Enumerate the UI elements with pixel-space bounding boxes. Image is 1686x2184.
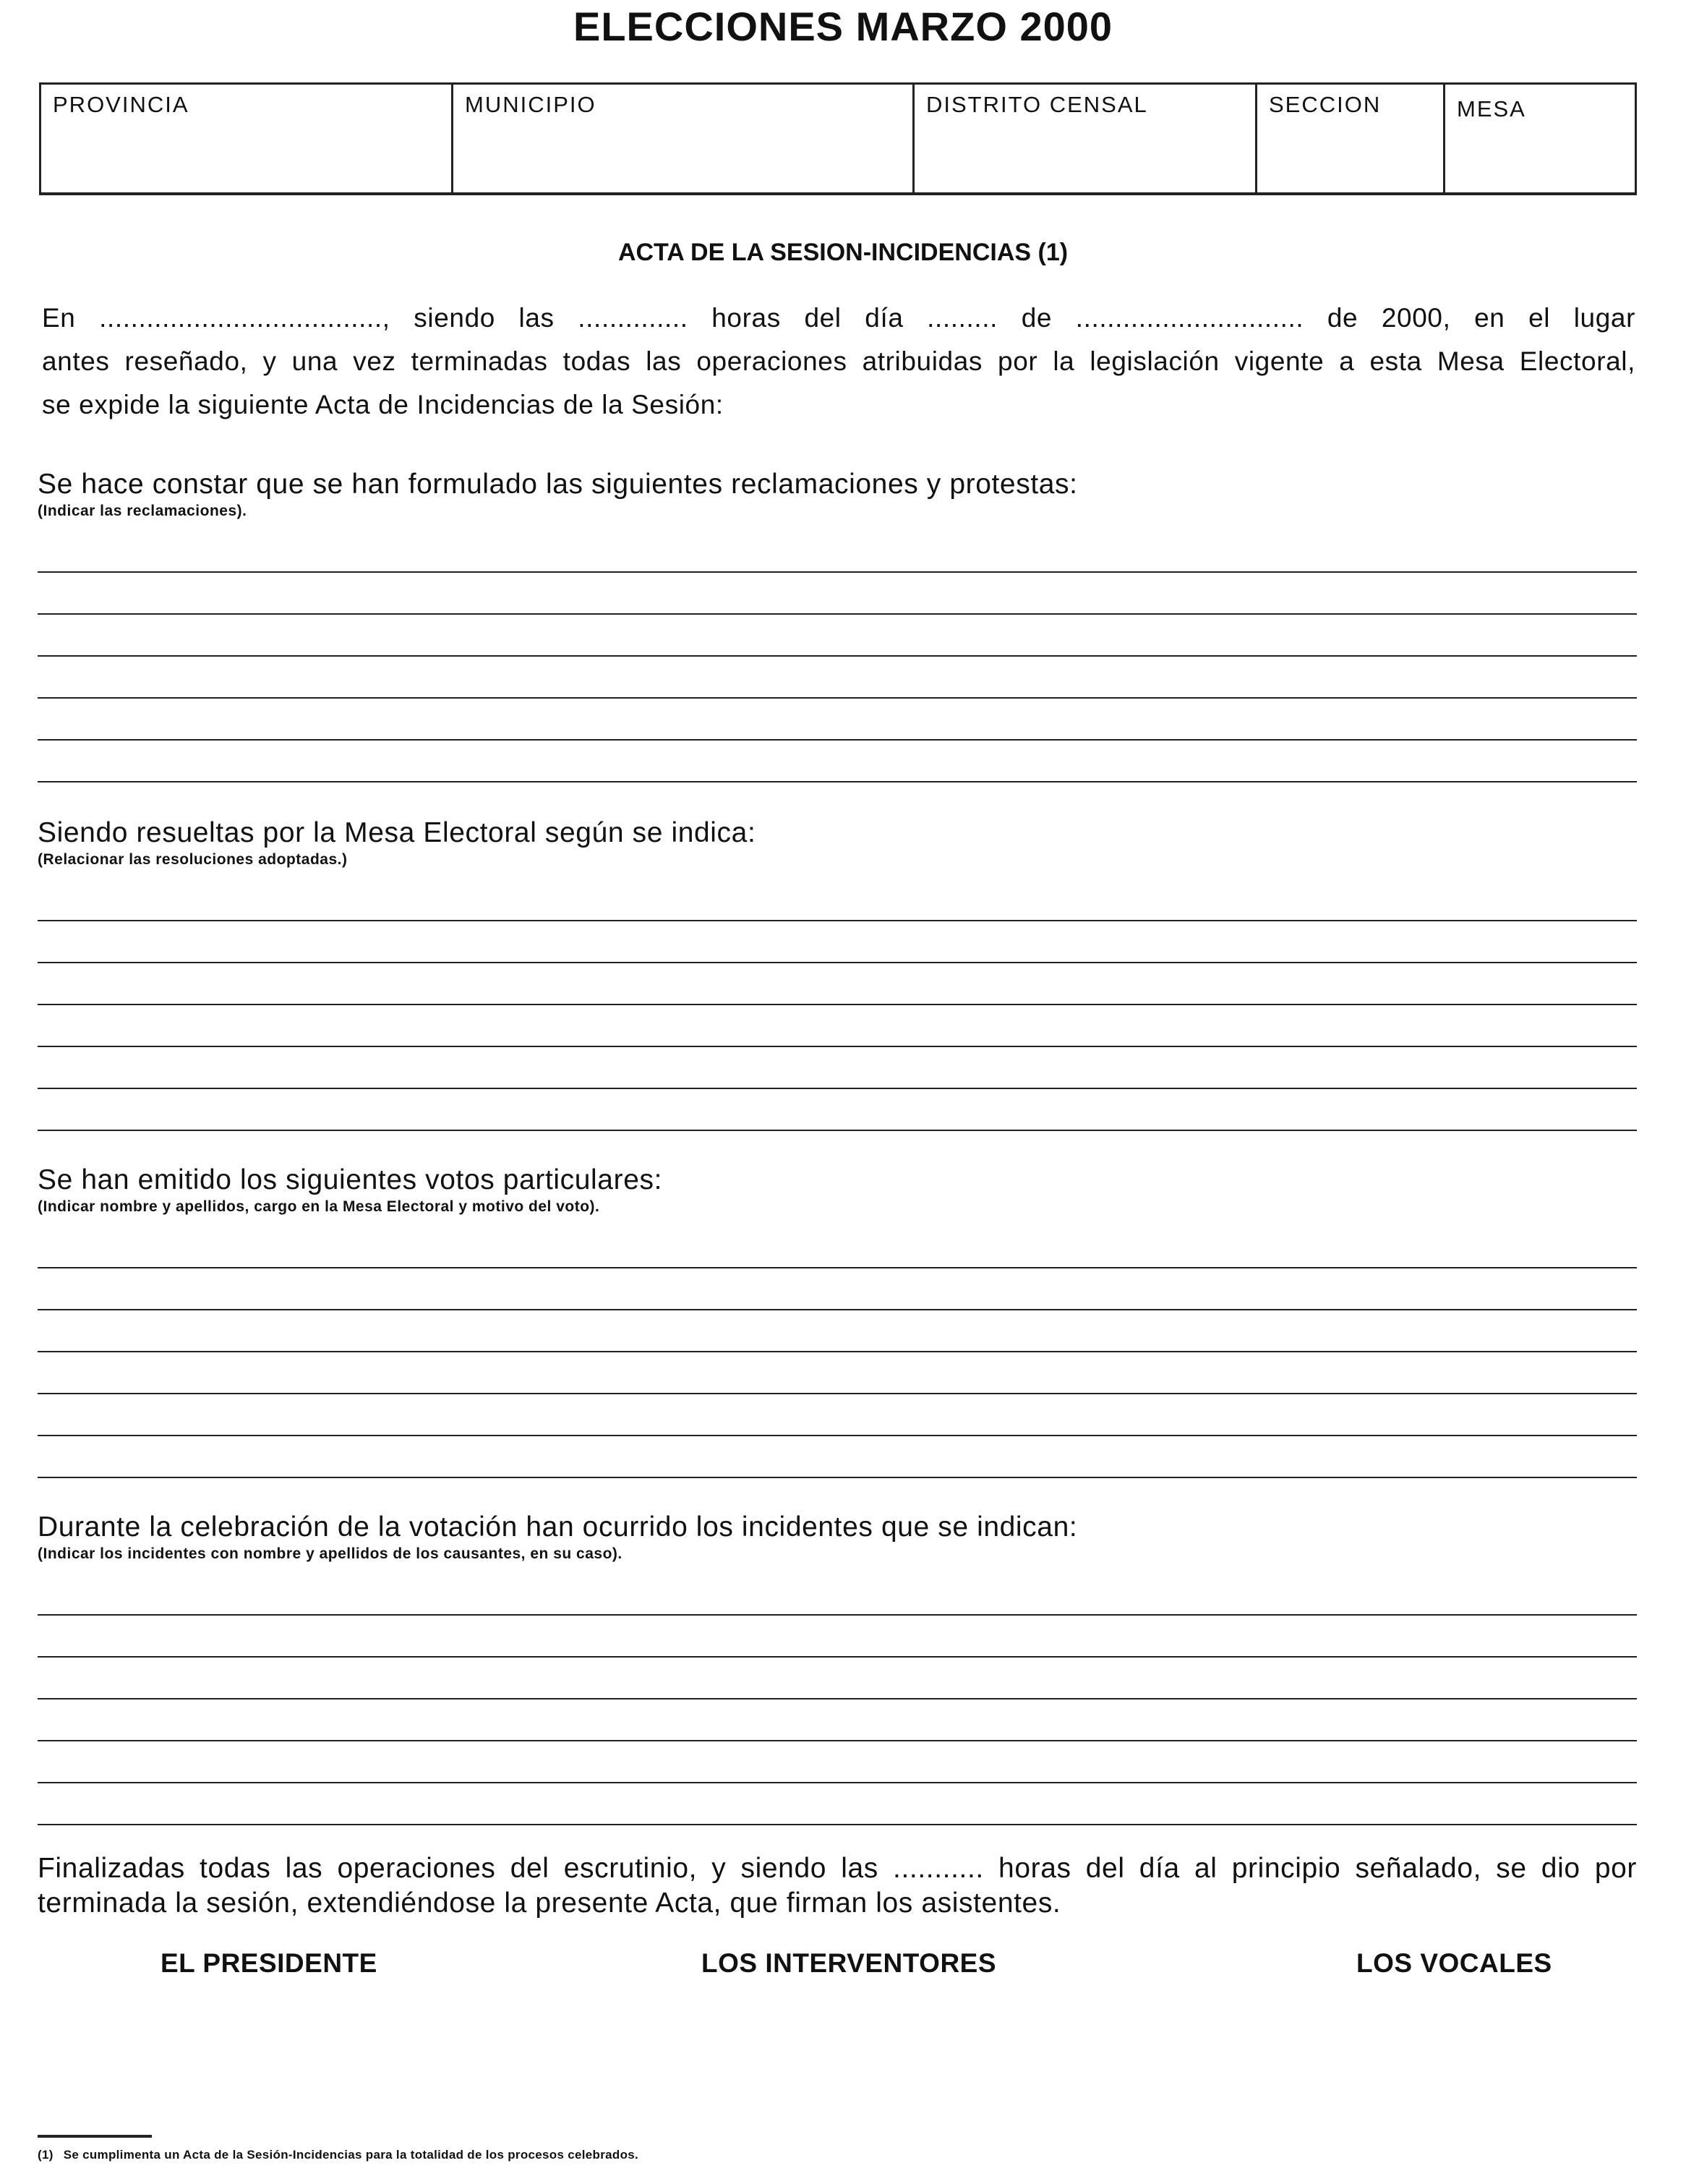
write-in-line[interactable] <box>38 1046 1637 1047</box>
footnote-number: (1) <box>38 2148 54 2162</box>
write-in-line[interactable] <box>38 1267 1637 1268</box>
mesa-label: MESA <box>1457 96 1526 121</box>
signer-president: EL PRESIDENTE <box>161 1948 377 1978</box>
write-in-line[interactable] <box>38 1435 1637 1436</box>
header-fields-table <box>39 82 1637 195</box>
seccion-field[interactable] <box>1257 85 1445 192</box>
resoluciones-heading: Siendo resueltas por la Mesa Electoral según se indica: <box>38 817 756 848</box>
write-in-line[interactable] <box>38 1477 1637 1478</box>
intro-paragraph <box>42 297 1635 427</box>
write-in-line[interactable] <box>38 962 1637 963</box>
write-in-line[interactable] <box>38 1824 1637 1825</box>
write-in-line[interactable] <box>38 1130 1637 1131</box>
resoluciones-section <box>38 816 1637 869</box>
section-title: ACTA DE LA SESION-INCIDENCIAS (1) <box>617 239 1069 266</box>
write-in-line[interactable] <box>38 1309 1637 1310</box>
footnote <box>38 2148 638 2162</box>
votos-particulares-section <box>38 1163 1637 1216</box>
votos-particulares-note: (Indicar nombre y apellidos, cargo en la Mesa Electoral y motivo del voto). <box>38 1198 600 1215</box>
intro-line: En ...................................., siendo las .............. horas del día ......... de ............................. de 2000, en el lugar <box>42 303 1635 333</box>
write-in-line[interactable] <box>38 781 1637 782</box>
write-in-line[interactable] <box>38 697 1637 699</box>
closing-paragraph <box>38 1851 1637 1921</box>
write-in-line[interactable] <box>38 1393 1637 1394</box>
write-in-line[interactable] <box>38 739 1637 741</box>
write-in-line[interactable] <box>38 1351 1637 1352</box>
write-in-line[interactable] <box>38 1698 1637 1699</box>
municipio-field[interactable] <box>453 85 915 192</box>
signer-vocales: LOS VOCALES <box>1356 1948 1552 1978</box>
mesa-field[interactable] <box>1445 85 1635 192</box>
write-in-line[interactable] <box>38 1656 1637 1658</box>
intro-line: antes reseñado, y una vez terminadas todas las operaciones atribuidas por la legislación vigente a esta Mesa Electoral, <box>42 346 1635 376</box>
write-in-line[interactable] <box>38 571 1637 573</box>
votos-particulares-heading: Se han emitido los siguientes votos particulares: <box>38 1164 663 1195</box>
seccion-label: SECCION <box>1269 92 1382 117</box>
incidentes-section <box>38 1510 1637 1564</box>
distrito-censal-label: DISTRITO CENSAL <box>926 92 1148 117</box>
intro-line: se expide la siguiente Acta de Incidencias de la Sesión: <box>42 390 724 419</box>
write-in-line[interactable] <box>38 920 1637 921</box>
footnote-divider <box>38 2135 152 2138</box>
closing-line: Finalizadas todas las operaciones del escrutinio, y siendo las ........... horas del día al principio señalado, se dio por <box>38 1853 1637 1884</box>
write-in-line[interactable] <box>38 1782 1637 1783</box>
incidentes-heading: Durante la celebración de la votación han ocurrido los incidentes que se indican: <box>38 1511 1078 1543</box>
write-in-line[interactable] <box>38 613 1637 615</box>
write-in-line[interactable] <box>38 1088 1637 1089</box>
municipio-label: MUNICIPIO <box>465 92 596 117</box>
document-title: ELECCIONES MARZO 2000 <box>573 4 1113 49</box>
provincia-field[interactable] <box>41 85 453 192</box>
closing-line: terminada la sesión, extendiéndose la presente Acta, que firman los asistentes. <box>38 1887 1061 1919</box>
provincia-label: PROVINCIA <box>53 92 189 117</box>
reclamaciones-heading: Se hace constar que se han formulado las siguientes reclamaciones y protestas: <box>38 469 1078 500</box>
write-in-line[interactable] <box>38 1004 1637 1005</box>
reclamaciones-section <box>38 467 1637 521</box>
distrito-censal-field[interactable] <box>915 85 1257 192</box>
resoluciones-note: (Relacionar las resoluciones adoptadas.) <box>38 851 348 868</box>
reclamaciones-note: (Indicar las reclamaciones). <box>38 503 247 519</box>
write-in-line[interactable] <box>38 1614 1637 1616</box>
footnote-text: Se cumplimenta un Acta de la Sesión-Incidencias para la totalidad de los procesos celebrados. <box>63 2148 639 2162</box>
write-in-line[interactable] <box>38 655 1637 657</box>
incidentes-note: (Indicar los incidentes con nombre y apellidos de los causantes, en su caso). <box>38 1545 622 1562</box>
signer-interventores: LOS INTERVENTORES <box>701 1948 997 1978</box>
write-in-line[interactable] <box>38 1740 1637 1741</box>
